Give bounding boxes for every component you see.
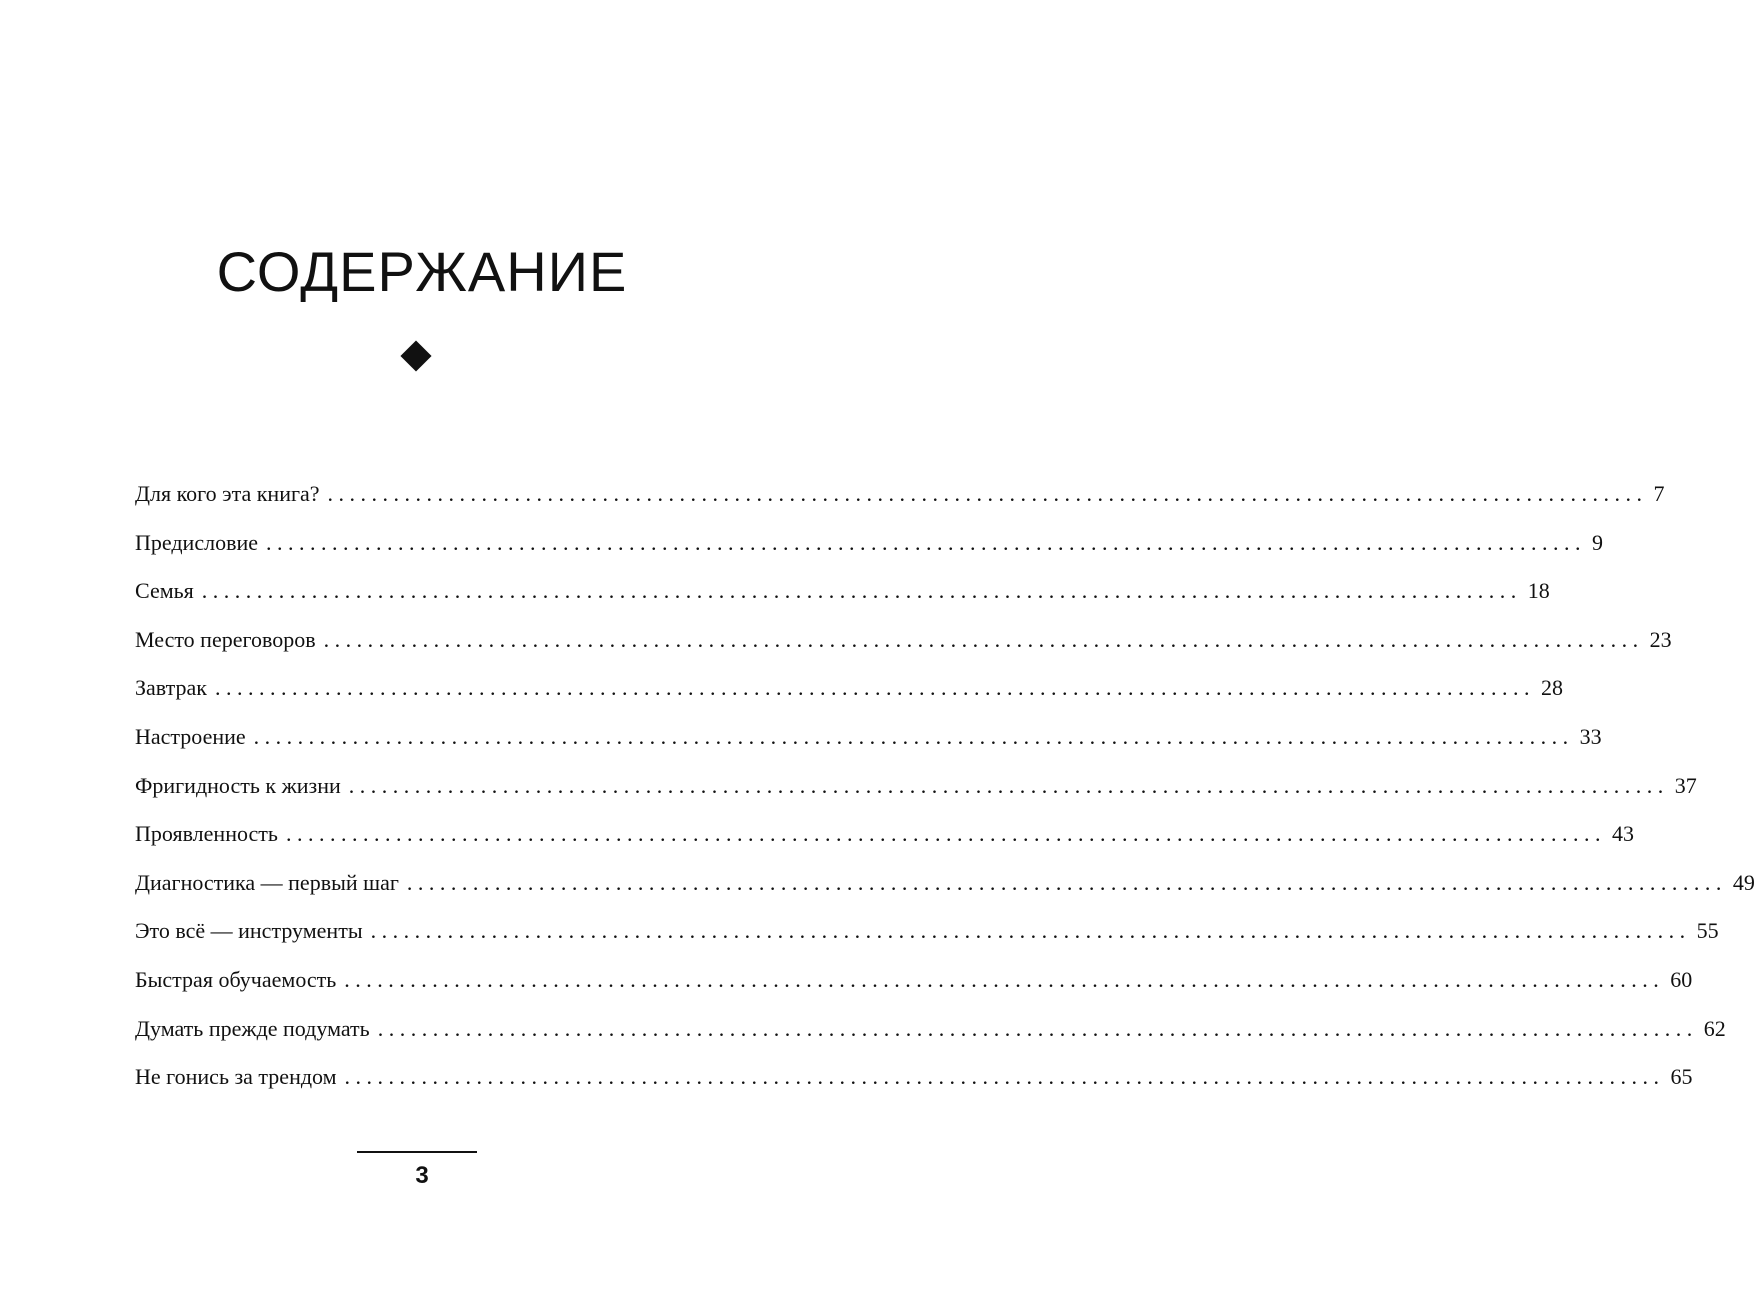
toc-entry-title: Быстрая обучаемость <box>135 966 337 992</box>
toc-dot-leader: ........................................................................................................................ <box>377 1015 1698 1041</box>
toc-entry-title: Фригидность к жизни <box>135 772 341 798</box>
toc-entry[interactable] <box>135 1057 1693 1106</box>
toc-entry-title: Место переговоров <box>135 626 316 652</box>
toc-entry[interactable] <box>135 766 1697 815</box>
toc-entry-page: 60 <box>1670 966 1693 992</box>
toc-dot-leader: ........................................................................................................................ <box>370 918 1691 944</box>
page-number: 3 <box>415 1162 429 1189</box>
toc-entry-title: Диагностика — первый шаг <box>135 869 399 895</box>
toc-entry[interactable] <box>135 620 1672 669</box>
toc-entry-title: Это всё — инструменты <box>135 918 363 944</box>
toc-dot-leader: ........................................................................................................................ <box>253 723 1574 749</box>
toc-entry-page: 33 <box>1579 723 1602 749</box>
toc-entry-page: 18 <box>1527 578 1550 604</box>
toc-entry-page: 65 <box>1670 1064 1693 1090</box>
toc-entry[interactable] <box>135 960 1693 1009</box>
toc-entry-title: Думать прежде подумать <box>135 1015 370 1041</box>
toc-entry-title: Настроение <box>135 723 246 749</box>
toc-dot-leader: ........................................................................................................................ <box>344 1064 1665 1090</box>
toc-dot-leader: ........................................................................................................................ <box>348 772 1669 798</box>
toc-entry[interactable] <box>135 911 1719 960</box>
toc-entry[interactable] <box>135 668 1563 717</box>
toc-dot-leader: ........................................................................................................................ <box>214 675 1535 701</box>
toc-entry-page: 49 <box>1732 869 1755 895</box>
page-title: СОДЕРЖАНИЕ <box>216 239 628 303</box>
toc-entry-title: Не гонись за трендом <box>135 1064 337 1090</box>
toc-entry[interactable] <box>135 571 1550 620</box>
toc-entry-page: 62 <box>1703 1015 1726 1041</box>
toc-entry[interactable] <box>135 717 1602 766</box>
toc-entry-page: 28 <box>1540 675 1563 701</box>
footer-rule <box>357 1151 477 1153</box>
toc-entry-page: 55 <box>1696 918 1719 944</box>
toc-entry-page: 43 <box>1611 821 1634 847</box>
toc-entry-page: 9 <box>1592 529 1603 555</box>
toc-dot-leader: ........................................................................................................................ <box>266 529 1586 555</box>
toc-entry-title: Завтрак <box>135 675 207 701</box>
toc-entry[interactable] <box>135 523 1603 572</box>
diamond-ornament-icon <box>400 340 431 371</box>
toc-entry[interactable] <box>135 1009 1726 1058</box>
toc-entry-title: Предисловие <box>135 529 258 555</box>
toc-entry-page: 23 <box>1649 626 1672 652</box>
toc-entry-page: 37 <box>1674 772 1697 798</box>
table-of-contents <box>135 474 1755 1106</box>
toc-dot-leader: ........................................................................................................................ <box>344 966 1665 992</box>
toc-dot-leader: ........................................................................................................................ <box>201 578 1522 604</box>
toc-entry[interactable] <box>135 814 1634 863</box>
toc-entry[interactable] <box>135 474 1665 523</box>
toc-entry-title: Проявленность <box>135 821 278 847</box>
toc-entry-page: 7 <box>1653 481 1665 506</box>
toc-entry[interactable] <box>135 863 1755 912</box>
toc-dot-leader: ........................................................................................................................ <box>327 481 1648 506</box>
toc-entry-title: Для кого эта книга? <box>135 481 320 506</box>
toc-dot-leader: ........................................................................................................................ <box>323 626 1644 652</box>
toc-entry-title: Семья <box>135 578 194 604</box>
toc-dot-leader: ........................................................................................................................ <box>406 869 1727 895</box>
toc-dot-leader: ........................................................................................................................ <box>285 821 1606 847</box>
